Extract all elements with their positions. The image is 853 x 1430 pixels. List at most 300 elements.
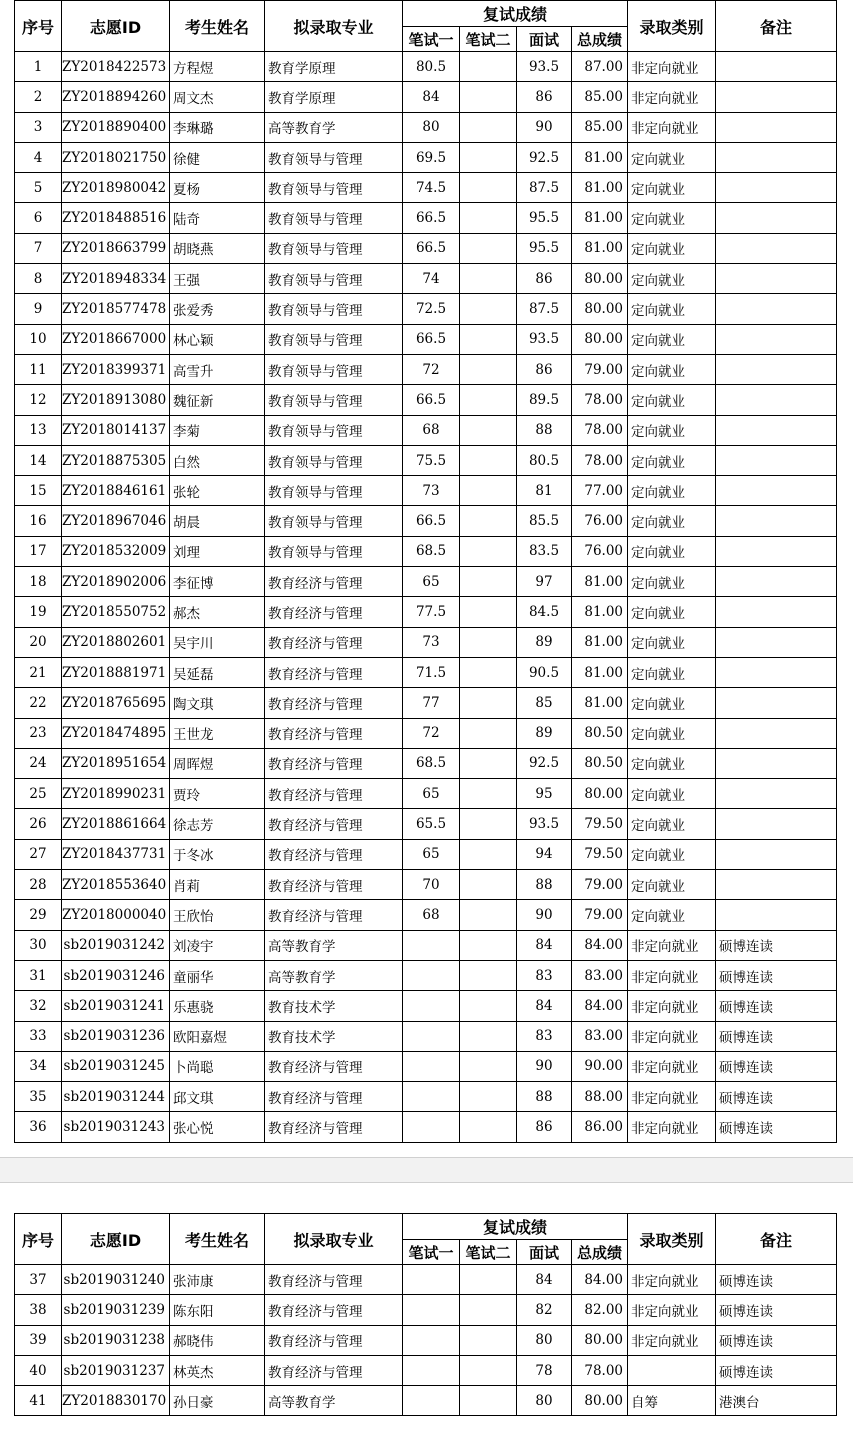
cell-total: 81.00 — [572, 597, 628, 627]
cell-written1: 74.5 — [403, 173, 460, 203]
cell-written2 — [460, 1051, 517, 1081]
table-body — [15, 1265, 837, 1416]
cell-category: 自筹 — [628, 1386, 716, 1416]
table-page-1 — [14, 0, 837, 1143]
cell-seq: 30 — [15, 930, 62, 960]
cell-written2 — [460, 809, 517, 839]
cell-remark: 硕博连读 — [716, 960, 837, 990]
cell-written2 — [460, 264, 517, 294]
cell-major: 教育领导与管理 — [265, 173, 403, 203]
cell-name: 欧阳嘉煜 — [170, 1021, 265, 1051]
cell-seq: 18 — [15, 567, 62, 597]
table-page-2 — [14, 1213, 837, 1416]
cell-id: ZY2018846161 — [62, 476, 170, 506]
cell-category: 非定向就业 — [628, 1112, 716, 1142]
cell-major: 教育领导与管理 — [265, 142, 403, 172]
cell-written1 — [403, 991, 460, 1021]
cell-interview: 85.5 — [517, 506, 572, 536]
cell-total: 81.00 — [572, 173, 628, 203]
cell-total: 79.00 — [572, 870, 628, 900]
table-row — [15, 870, 837, 900]
cell-total: 80.00 — [572, 1386, 628, 1416]
cell-seq: 19 — [15, 597, 62, 627]
cell-total: 81.00 — [572, 567, 628, 597]
cell-interview: 87.5 — [517, 173, 572, 203]
cell-total: 77.00 — [572, 476, 628, 506]
cell-remark — [716, 445, 837, 475]
cell-total: 88.00 — [572, 1082, 628, 1112]
cell-major: 教育经济与管理 — [265, 627, 403, 657]
table-row — [15, 627, 837, 657]
cell-written2 — [460, 900, 517, 930]
table-header — [15, 1, 837, 52]
cell-written1: 70 — [403, 870, 460, 900]
cell-written2 — [460, 173, 517, 203]
cell-category: 定向就业 — [628, 354, 716, 384]
cell-written2 — [460, 627, 517, 657]
cell-seq: 8 — [15, 264, 62, 294]
cell-total: 86.00 — [572, 1112, 628, 1142]
cell-seq: 37 — [15, 1265, 62, 1295]
cell-remark — [716, 324, 837, 354]
cell-name: 徐健 — [170, 142, 265, 172]
table-row — [15, 930, 837, 960]
cell-name: 夏杨 — [170, 173, 265, 203]
table-row — [15, 900, 837, 930]
cell-category: 非定向就业 — [628, 1021, 716, 1051]
cell-id: ZY2018990231 — [62, 779, 170, 809]
cell-major: 教育经济与管理 — [265, 839, 403, 869]
cell-interview: 95.5 — [517, 233, 572, 263]
cell-category: 定向就业 — [628, 476, 716, 506]
cell-name: 胡晓燕 — [170, 233, 265, 263]
cell-written2 — [460, 294, 517, 324]
cell-seq: 4 — [15, 142, 62, 172]
admission-table — [14, 0, 837, 1143]
cell-total: 83.00 — [572, 1021, 628, 1051]
cell-total: 78.00 — [572, 1355, 628, 1385]
cell-seq: 15 — [15, 476, 62, 506]
cell-seq: 33 — [15, 1021, 62, 1051]
cell-id: ZY2018980042 — [62, 173, 170, 203]
cell-major: 教育领导与管理 — [265, 415, 403, 445]
cell-name: 白然 — [170, 445, 265, 475]
table-row — [15, 991, 837, 1021]
header-major: 拟录取专业 — [265, 1, 403, 52]
cell-id: sb2019031245 — [62, 1051, 170, 1081]
cell-major: 教育经济与管理 — [265, 1082, 403, 1112]
cell-written2 — [460, 991, 517, 1021]
cell-remark — [716, 779, 837, 809]
cell-seq: 12 — [15, 385, 62, 415]
cell-interview: 95.5 — [517, 203, 572, 233]
table-row — [15, 960, 837, 990]
cell-id: sb2019031242 — [62, 930, 170, 960]
cell-id: ZY2018881971 — [62, 657, 170, 687]
cell-category: 定向就业 — [628, 870, 716, 900]
header-remark: 备注 — [716, 1, 837, 52]
table-row — [15, 324, 837, 354]
header-category: 录取类别 — [628, 1, 716, 52]
cell-major: 教育经济与管理 — [265, 718, 403, 748]
table-row — [15, 445, 837, 475]
table-row — [15, 688, 837, 718]
cell-interview: 83.5 — [517, 536, 572, 566]
cell-interview: 88 — [517, 870, 572, 900]
cell-name: 刘凌宇 — [170, 930, 265, 960]
cell-major: 教育领导与管理 — [265, 506, 403, 536]
cell-seq: 7 — [15, 233, 62, 263]
cell-total: 76.00 — [572, 506, 628, 536]
cell-written1: 71.5 — [403, 657, 460, 687]
table-row — [15, 142, 837, 172]
cell-written2 — [460, 142, 517, 172]
cell-id: ZY2018021750 — [62, 142, 170, 172]
cell-major: 教育经济与管理 — [265, 900, 403, 930]
cell-total: 79.50 — [572, 809, 628, 839]
header-retest: 复试成绩 — [403, 1214, 628, 1240]
cell-category: 非定向就业 — [628, 1295, 716, 1325]
cell-total: 84.00 — [572, 930, 628, 960]
cell-remark: 硕博连读 — [716, 1051, 837, 1081]
cell-written2 — [460, 657, 517, 687]
cell-category: 定向就业 — [628, 264, 716, 294]
cell-written1: 74 — [403, 264, 460, 294]
table-row — [15, 264, 837, 294]
cell-interview: 84 — [517, 1265, 572, 1295]
cell-remark: 硕博连读 — [716, 1295, 837, 1325]
cell-remark: 硕博连读 — [716, 1355, 837, 1385]
cell-name: 方程煜 — [170, 52, 265, 82]
cell-interview: 86 — [517, 1112, 572, 1142]
header-name: 考生姓名 — [170, 1, 265, 52]
cell-remark: 硕博连读 — [716, 991, 837, 1021]
cell-written1: 73 — [403, 476, 460, 506]
cell-remark: 硕博连读 — [716, 1265, 837, 1295]
cell-interview: 94 — [517, 839, 572, 869]
cell-written1: 77 — [403, 688, 460, 718]
cell-interview: 89 — [517, 627, 572, 657]
cell-major: 教育经济与管理 — [265, 688, 403, 718]
table-body — [15, 52, 837, 1143]
table-row — [15, 506, 837, 536]
table-row — [15, 779, 837, 809]
cell-written1 — [403, 1386, 460, 1416]
table-row — [15, 82, 837, 112]
cell-written2 — [460, 476, 517, 506]
admission-table-continued — [14, 1213, 837, 1416]
header-interview: 面试 — [517, 1240, 572, 1265]
cell-category: 定向就业 — [628, 142, 716, 172]
cell-major: 教育经济与管理 — [265, 597, 403, 627]
cell-total: 83.00 — [572, 960, 628, 990]
cell-id: ZY2018474895 — [62, 718, 170, 748]
cell-category: 定向就业 — [628, 233, 716, 263]
cell-written1: 73 — [403, 627, 460, 657]
cell-written1: 66.5 — [403, 324, 460, 354]
table-row — [15, 385, 837, 415]
cell-total: 85.00 — [572, 112, 628, 142]
cell-seq: 39 — [15, 1325, 62, 1355]
cell-total: 78.00 — [572, 445, 628, 475]
cell-name: 李琳璐 — [170, 112, 265, 142]
cell-total: 85.00 — [572, 82, 628, 112]
cell-written2 — [460, 385, 517, 415]
cell-id: ZY2018902006 — [62, 567, 170, 597]
cell-major: 教育经济与管理 — [265, 1355, 403, 1385]
cell-major: 教育技术学 — [265, 991, 403, 1021]
cell-id: ZY2018000040 — [62, 900, 170, 930]
cell-total: 81.00 — [572, 657, 628, 687]
cell-total: 84.00 — [572, 1265, 628, 1295]
cell-category: 非定向就业 — [628, 1265, 716, 1295]
cell-seq: 41 — [15, 1386, 62, 1416]
cell-seq: 23 — [15, 718, 62, 748]
cell-total: 81.00 — [572, 142, 628, 172]
cell-name: 李菊 — [170, 415, 265, 445]
cell-name: 周晖煜 — [170, 748, 265, 778]
cell-id: ZY2018913080 — [62, 385, 170, 415]
cell-interview: 88 — [517, 1082, 572, 1112]
cell-written2 — [460, 536, 517, 566]
cell-category: 定向就业 — [628, 536, 716, 566]
cell-category: 定向就业 — [628, 506, 716, 536]
cell-remark — [716, 142, 837, 172]
table-row — [15, 1082, 837, 1112]
table-row — [15, 415, 837, 445]
cell-written2 — [460, 597, 517, 627]
cell-written1: 68 — [403, 900, 460, 930]
cell-major: 教育领导与管理 — [265, 445, 403, 475]
cell-seq: 16 — [15, 506, 62, 536]
cell-category: 非定向就业 — [628, 991, 716, 1021]
cell-written1: 72 — [403, 718, 460, 748]
cell-name: 郝杰 — [170, 597, 265, 627]
cell-interview: 90.5 — [517, 657, 572, 687]
cell-written1: 72.5 — [403, 294, 460, 324]
cell-total: 76.00 — [572, 536, 628, 566]
cell-major: 教育经济与管理 — [265, 567, 403, 597]
cell-category: 定向就业 — [628, 809, 716, 839]
cell-major: 教育领导与管理 — [265, 294, 403, 324]
page-break — [0, 1157, 853, 1183]
cell-remark — [716, 748, 837, 778]
header-written1: 笔试一 — [403, 27, 460, 52]
cell-category: 定向就业 — [628, 657, 716, 687]
cell-written1 — [403, 960, 460, 990]
cell-written1: 65 — [403, 779, 460, 809]
cell-id: ZY2018967046 — [62, 506, 170, 536]
cell-written2 — [460, 506, 517, 536]
cell-remark — [716, 536, 837, 566]
cell-interview: 93.5 — [517, 809, 572, 839]
cell-id: ZY2018667000 — [62, 324, 170, 354]
cell-written2 — [460, 1325, 517, 1355]
cell-written2 — [460, 1386, 517, 1416]
cell-remark: 硕博连读 — [716, 1112, 837, 1142]
cell-written1 — [403, 1112, 460, 1142]
cell-seq: 40 — [15, 1355, 62, 1385]
cell-id: ZY2018553640 — [62, 870, 170, 900]
cell-category: 定向就业 — [628, 627, 716, 657]
cell-remark — [716, 718, 837, 748]
table-row — [15, 567, 837, 597]
cell-major: 教育经济与管理 — [265, 1325, 403, 1355]
cell-category: 非定向就业 — [628, 1082, 716, 1112]
cell-total: 80.00 — [572, 779, 628, 809]
cell-id: ZY2018765695 — [62, 688, 170, 718]
table-row — [15, 52, 837, 82]
cell-category: 非定向就业 — [628, 82, 716, 112]
cell-written1: 77.5 — [403, 597, 460, 627]
cell-category: 非定向就业 — [628, 112, 716, 142]
cell-remark — [716, 52, 837, 82]
cell-interview: 92.5 — [517, 748, 572, 778]
cell-written2 — [460, 567, 517, 597]
cell-name: 陆奇 — [170, 203, 265, 233]
header-total: 总成绩 — [572, 1240, 628, 1265]
cell-total: 80.00 — [572, 264, 628, 294]
cell-id: sb2019031240 — [62, 1265, 170, 1295]
table-row — [15, 1021, 837, 1051]
cell-name: 贾玲 — [170, 779, 265, 809]
header-written2: 笔试二 — [460, 27, 517, 52]
cell-written2 — [460, 1021, 517, 1051]
header-retest: 复试成绩 — [403, 1, 628, 27]
cell-total: 81.00 — [572, 688, 628, 718]
cell-id: ZY2018875305 — [62, 445, 170, 475]
cell-id: sb2019031243 — [62, 1112, 170, 1142]
cell-written2 — [460, 324, 517, 354]
cell-written1 — [403, 1051, 460, 1081]
cell-written2 — [460, 960, 517, 990]
cell-major: 教育领导与管理 — [265, 385, 403, 415]
cell-major: 教育学原理 — [265, 82, 403, 112]
cell-remark — [716, 900, 837, 930]
cell-category: 定向就业 — [628, 324, 716, 354]
cell-seq: 35 — [15, 1082, 62, 1112]
cell-written1: 68.5 — [403, 536, 460, 566]
cell-written2 — [460, 52, 517, 82]
cell-seq: 38 — [15, 1295, 62, 1325]
cell-written2 — [460, 233, 517, 263]
cell-remark — [716, 82, 837, 112]
cell-interview: 90 — [517, 900, 572, 930]
cell-id: ZY2018830170 — [62, 1386, 170, 1416]
cell-seq: 36 — [15, 1112, 62, 1142]
table-row — [15, 1265, 837, 1295]
cell-interview: 95 — [517, 779, 572, 809]
cell-remark: 硕博连读 — [716, 1082, 837, 1112]
cell-category: 定向就业 — [628, 567, 716, 597]
cell-name: 孙日豪 — [170, 1386, 265, 1416]
cell-total: 81.00 — [572, 233, 628, 263]
cell-interview: 87.5 — [517, 294, 572, 324]
cell-total: 80.50 — [572, 748, 628, 778]
cell-written1: 80.5 — [403, 52, 460, 82]
cell-seq: 24 — [15, 748, 62, 778]
cell-name: 肖莉 — [170, 870, 265, 900]
cell-written2 — [460, 748, 517, 778]
cell-major: 教育领导与管理 — [265, 536, 403, 566]
cell-category: 定向就业 — [628, 779, 716, 809]
cell-major: 高等教育学 — [265, 930, 403, 960]
cell-id: ZY2018861664 — [62, 809, 170, 839]
cell-major: 教育经济与管理 — [265, 1265, 403, 1295]
cell-id: ZY2018399371 — [62, 354, 170, 384]
cell-category: 非定向就业 — [628, 1051, 716, 1081]
cell-major: 教育领导与管理 — [265, 476, 403, 506]
cell-remark — [716, 112, 837, 142]
cell-id: ZY2018802601 — [62, 627, 170, 657]
cell-seq: 34 — [15, 1051, 62, 1081]
table-row — [15, 203, 837, 233]
cell-remark — [716, 294, 837, 324]
cell-written2 — [460, 779, 517, 809]
table-row — [15, 657, 837, 687]
cell-id: sb2019031236 — [62, 1021, 170, 1051]
cell-category — [628, 1355, 716, 1385]
header-name: 考生姓名 — [170, 1214, 265, 1265]
table-row — [15, 1295, 837, 1325]
cell-remark — [716, 839, 837, 869]
cell-written1 — [403, 930, 460, 960]
cell-name: 张心悦 — [170, 1112, 265, 1142]
cell-major: 教育领导与管理 — [265, 264, 403, 294]
header-remark: 备注 — [716, 1214, 837, 1265]
cell-category: 定向就业 — [628, 748, 716, 778]
cell-written1: 72 — [403, 354, 460, 384]
cell-id: sb2019031246 — [62, 960, 170, 990]
cell-written2 — [460, 82, 517, 112]
table-row — [15, 718, 837, 748]
cell-written1: 69.5 — [403, 142, 460, 172]
header-total: 总成绩 — [572, 27, 628, 52]
cell-written2 — [460, 1295, 517, 1325]
cell-total: 80.00 — [572, 1325, 628, 1355]
table-row — [15, 354, 837, 384]
cell-interview: 92.5 — [517, 142, 572, 172]
cell-interview: 85 — [517, 688, 572, 718]
cell-name: 高雪升 — [170, 354, 265, 384]
cell-major: 教育经济与管理 — [265, 870, 403, 900]
cell-seq: 25 — [15, 779, 62, 809]
header-category: 录取类别 — [628, 1214, 716, 1265]
cell-seq: 17 — [15, 536, 62, 566]
cell-interview: 93.5 — [517, 52, 572, 82]
cell-category: 定向就业 — [628, 385, 716, 415]
cell-category: 定向就业 — [628, 718, 716, 748]
cell-interview: 88 — [517, 415, 572, 445]
cell-seq: 29 — [15, 900, 62, 930]
cell-written1: 68.5 — [403, 748, 460, 778]
cell-written1: 65.5 — [403, 809, 460, 839]
cell-interview: 84 — [517, 930, 572, 960]
cell-written2 — [460, 870, 517, 900]
cell-written2 — [460, 1112, 517, 1142]
cell-id: ZY2018948334 — [62, 264, 170, 294]
cell-seq: 32 — [15, 991, 62, 1021]
cell-id: ZY2018663799 — [62, 233, 170, 263]
cell-name: 王强 — [170, 264, 265, 294]
cell-major: 教育领导与管理 — [265, 354, 403, 384]
cell-name: 于冬冰 — [170, 839, 265, 869]
cell-name: 林英杰 — [170, 1355, 265, 1385]
cell-remark — [716, 354, 837, 384]
cell-remark — [716, 173, 837, 203]
cell-remark — [716, 597, 837, 627]
cell-written2 — [460, 839, 517, 869]
